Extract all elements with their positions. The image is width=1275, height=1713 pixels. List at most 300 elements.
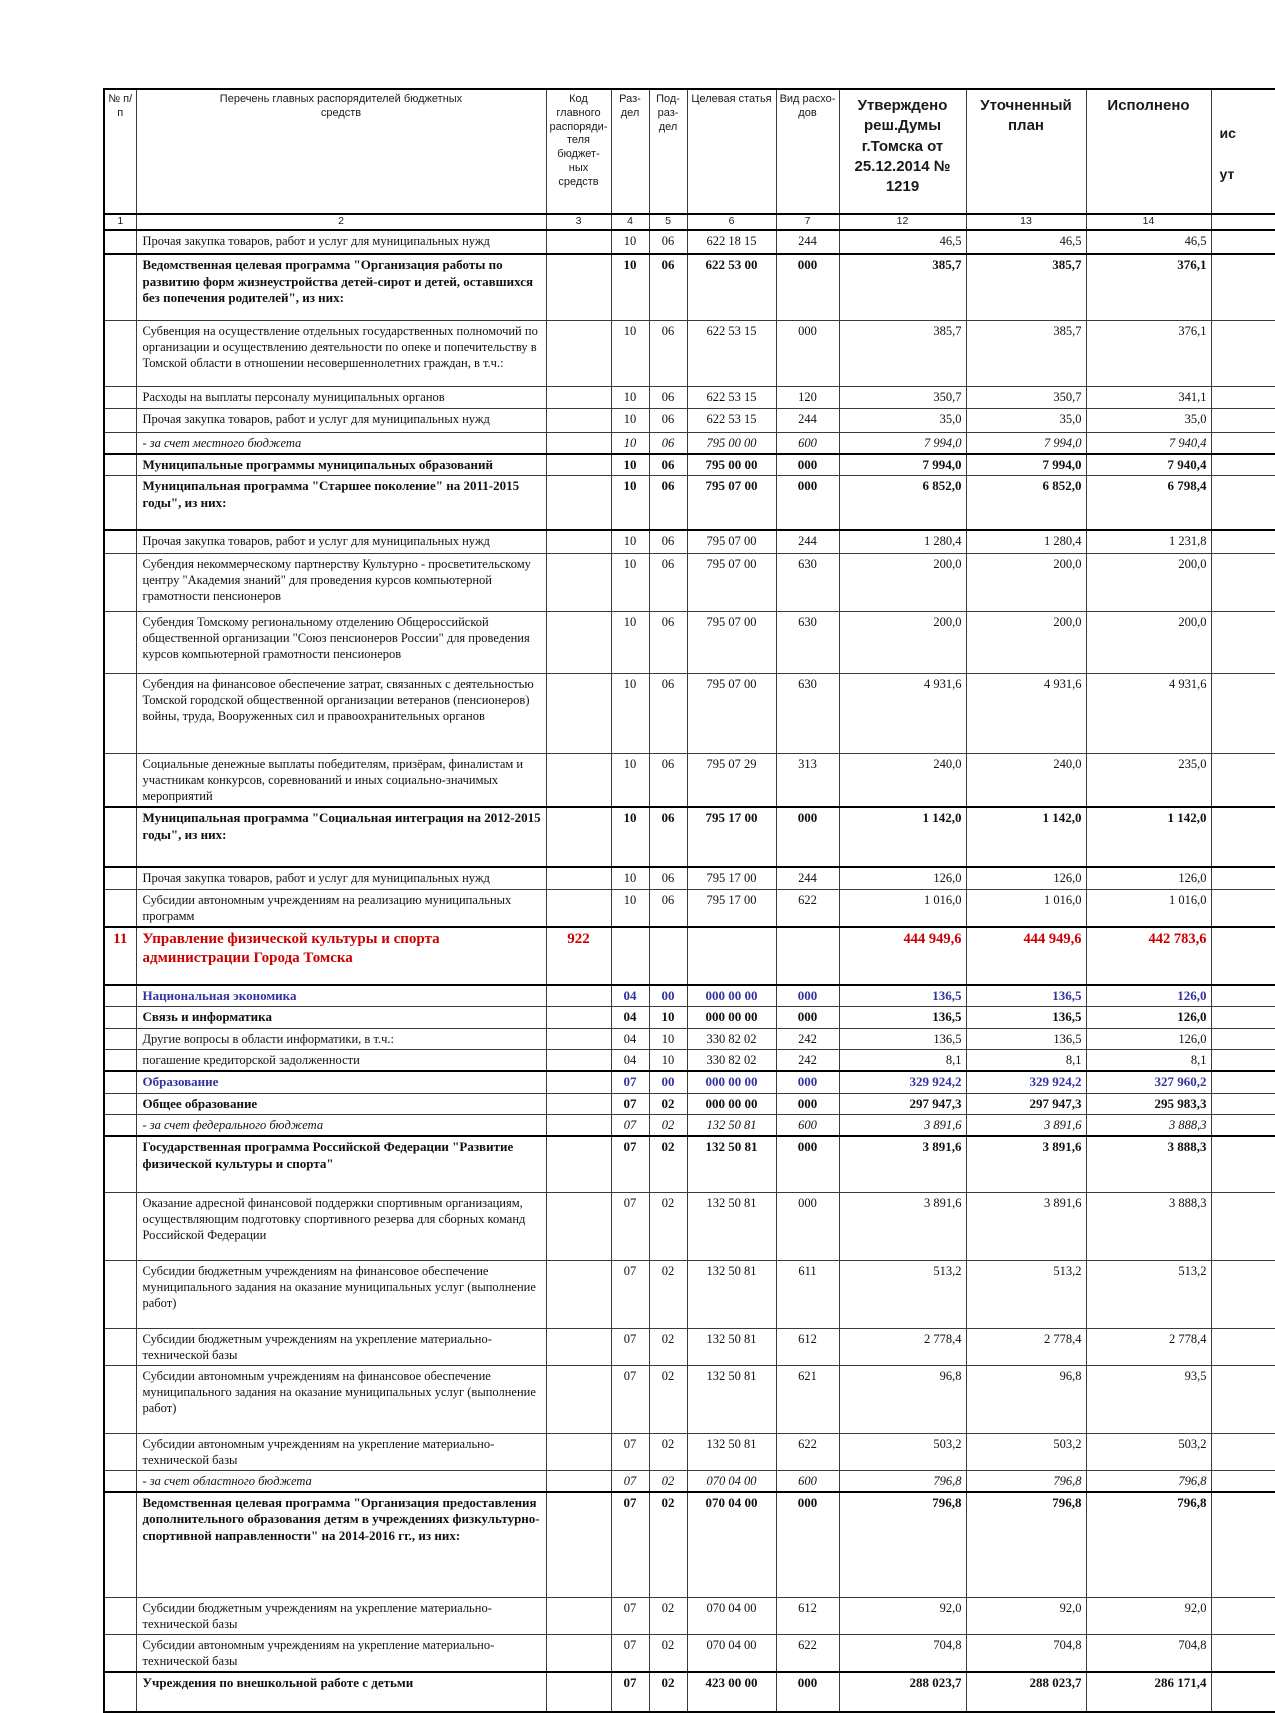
row-number xyxy=(104,254,136,320)
table-row xyxy=(104,1007,1275,1029)
cut-cell xyxy=(1211,454,1275,476)
cut-cell xyxy=(1211,530,1275,554)
updated-plan-value: 385,7 xyxy=(966,254,1086,320)
executed-value: 4 931,6 xyxy=(1086,674,1211,754)
target-article: 132 50 81 xyxy=(687,1260,776,1328)
row-name: Субсидии бюджетным учреждениям на укрепление материально-технической базы xyxy=(136,1328,546,1365)
cut-cell xyxy=(1211,386,1275,408)
table-row xyxy=(104,432,1275,454)
kod-grbs xyxy=(546,386,611,408)
approved-value: 288 023,7 xyxy=(839,1672,966,1712)
target-article: 070 04 00 xyxy=(687,1492,776,1598)
approved-value: 136,5 xyxy=(839,985,966,1007)
podrazdel: 02 xyxy=(649,1598,687,1635)
vid-rashodov: 000 xyxy=(776,1007,839,1029)
updated-plan-value: 796,8 xyxy=(966,1470,1086,1492)
razdel: 07 xyxy=(611,1328,649,1365)
razdel: 07 xyxy=(611,1071,649,1093)
row-name: Управление физической культуры и спорта администрации Города Томска xyxy=(136,927,546,985)
podrazdel: 06 xyxy=(649,476,687,530)
kod-grbs xyxy=(546,476,611,530)
approved-value: 96,8 xyxy=(839,1365,966,1433)
razdel: 04 xyxy=(611,985,649,1007)
executed-value: 8,1 xyxy=(1086,1049,1211,1071)
executed-value: 235,0 xyxy=(1086,754,1211,808)
table-row xyxy=(104,554,1275,612)
row-number xyxy=(104,230,136,254)
executed-value: 503,2 xyxy=(1086,1433,1211,1470)
razdel: 04 xyxy=(611,1049,649,1071)
target-article: 000 00 00 xyxy=(687,985,776,1007)
updated-plan-value: 1 280,4 xyxy=(966,530,1086,554)
vid-rashodov: 622 xyxy=(776,1635,839,1673)
target-article: 795 07 00 xyxy=(687,530,776,554)
table-row xyxy=(104,1071,1275,1093)
updated-plan-value: 2 778,4 xyxy=(966,1328,1086,1365)
kod-grbs xyxy=(546,1049,611,1071)
updated-plan-value: 297 947,3 xyxy=(966,1093,1086,1115)
vid-rashodov: 630 xyxy=(776,612,839,674)
razdel: 10 xyxy=(611,889,649,927)
razdel: 07 xyxy=(611,1192,649,1260)
updated-plan-value: 3 891,6 xyxy=(966,1192,1086,1260)
target-article: 423 00 00 xyxy=(687,1672,776,1712)
approved-value: 46,5 xyxy=(839,230,966,254)
cut-cell xyxy=(1211,1192,1275,1260)
vid-rashodov: 000 xyxy=(776,1192,839,1260)
approved-value: 136,5 xyxy=(839,1007,966,1029)
cut-cell xyxy=(1211,1260,1275,1328)
updated-plan-value: 6 852,0 xyxy=(966,476,1086,530)
executed-value: 2 778,4 xyxy=(1086,1328,1211,1365)
kod-grbs xyxy=(546,1093,611,1115)
razdel: 07 xyxy=(611,1260,649,1328)
row-name: - за счет областного бюджета xyxy=(136,1470,546,1492)
row-name: Прочая закупка товаров, работ и услуг для муниципальных нужд xyxy=(136,230,546,254)
approved-value: 3 891,6 xyxy=(839,1136,966,1192)
updated-plan-value: 444 949,6 xyxy=(966,927,1086,985)
kod-grbs xyxy=(546,408,611,432)
header-num: № п/п xyxy=(104,89,136,214)
column-number-6: 6 xyxy=(687,214,776,230)
header-name: Перечень главных распорядителей бюджетных средств xyxy=(136,89,546,214)
target-article: 132 50 81 xyxy=(687,1136,776,1192)
cut-cell xyxy=(1211,554,1275,612)
cut-cell xyxy=(1211,1328,1275,1365)
table-row xyxy=(104,408,1275,432)
vid-rashodov: 000 xyxy=(776,320,839,386)
column-number-7: 7 xyxy=(776,214,839,230)
row-number xyxy=(104,754,136,808)
approved-value: 200,0 xyxy=(839,554,966,612)
executed-value: 46,5 xyxy=(1086,230,1211,254)
cut-cell xyxy=(1211,985,1275,1007)
kod-grbs xyxy=(546,807,611,867)
target-article: 622 18 15 xyxy=(687,230,776,254)
table-row xyxy=(104,807,1275,867)
razdel: 10 xyxy=(611,454,649,476)
podrazdel: 06 xyxy=(649,807,687,867)
table-row xyxy=(104,1049,1275,1071)
executed-value: 442 783,6 xyxy=(1086,927,1211,985)
cut-cell xyxy=(1211,1492,1275,1598)
row-number xyxy=(104,1093,136,1115)
row-name: Ведомственная целевая программа "Организация предоставления дополнительного образования детям в учреждениях физкультурно-спортивной направленности" на 2014-2016 гг., из них: xyxy=(136,1492,546,1598)
executed-value: 35,0 xyxy=(1086,408,1211,432)
kod-grbs xyxy=(546,754,611,808)
table-row xyxy=(104,1328,1275,1365)
cut-cell xyxy=(1211,230,1275,254)
row-number xyxy=(104,1115,136,1137)
column-number-2: 2 xyxy=(136,214,546,230)
podrazdel: 00 xyxy=(649,1071,687,1093)
cut-cell xyxy=(1211,1007,1275,1029)
razdel: 07 xyxy=(611,1635,649,1673)
razdel: 07 xyxy=(611,1136,649,1192)
cut-cell xyxy=(1211,1071,1275,1093)
updated-plan-value: 136,5 xyxy=(966,1028,1086,1049)
header-updated: Уточненный план xyxy=(966,89,1086,214)
row-number xyxy=(104,1136,136,1192)
approved-value: 704,8 xyxy=(839,1635,966,1673)
executed-value: 126,0 xyxy=(1086,985,1211,1007)
cut-cell xyxy=(1211,754,1275,808)
cut-cell xyxy=(1211,320,1275,386)
vid-rashodov: 000 xyxy=(776,254,839,320)
updated-plan-value: 240,0 xyxy=(966,754,1086,808)
updated-plan-value: 200,0 xyxy=(966,612,1086,674)
approved-value: 4 931,6 xyxy=(839,674,966,754)
kod-grbs xyxy=(546,254,611,320)
razdel: 07 xyxy=(611,1470,649,1492)
podrazdel: 06 xyxy=(649,530,687,554)
executed-value: 1 016,0 xyxy=(1086,889,1211,927)
cut-cell xyxy=(1211,1115,1275,1137)
kod-grbs xyxy=(546,1365,611,1433)
row-name: Субсидии автономным учреждениям на укрепление материально-технической базы xyxy=(136,1433,546,1470)
table-row xyxy=(104,386,1275,408)
executed-value: 3 888,3 xyxy=(1086,1192,1211,1260)
column-numbers-row xyxy=(104,214,1275,230)
kod-grbs xyxy=(546,1192,611,1260)
approved-value: 8,1 xyxy=(839,1049,966,1071)
executed-value: 126,0 xyxy=(1086,867,1211,889)
row-name: Субсидии автономным учреждениям на финансовое обеспечение муниципального задания на оказание муниципальных услуг (выполнение работ) xyxy=(136,1365,546,1433)
updated-plan-value: 126,0 xyxy=(966,867,1086,889)
row-number xyxy=(104,1672,136,1712)
approved-value: 3 891,6 xyxy=(839,1115,966,1137)
table-body xyxy=(104,230,1275,1712)
approved-value: 35,0 xyxy=(839,408,966,432)
podrazdel: 06 xyxy=(649,867,687,889)
approved-value: 796,8 xyxy=(839,1470,966,1492)
row-number xyxy=(104,1492,136,1598)
header-cut-column xyxy=(1211,89,1275,214)
row-number xyxy=(104,1328,136,1365)
razdel xyxy=(611,927,649,985)
table-row xyxy=(104,1598,1275,1635)
row-name: Субсидии автономным учреждениям на укрепление материально-технической базы xyxy=(136,1635,546,1673)
table-row xyxy=(104,927,1275,985)
podrazdel: 02 xyxy=(649,1492,687,1598)
row-name: Связь и информатика xyxy=(136,1007,546,1029)
target-article: 070 04 00 xyxy=(687,1470,776,1492)
row-name: Муниципальные программы муниципальных образований xyxy=(136,454,546,476)
vid-rashodov: 242 xyxy=(776,1049,839,1071)
podrazdel: 02 xyxy=(649,1635,687,1673)
row-name: - за счет местного бюджета xyxy=(136,432,546,454)
table-row xyxy=(104,320,1275,386)
vid-rashodov xyxy=(776,927,839,985)
kod-grbs xyxy=(546,230,611,254)
updated-plan-value: 200,0 xyxy=(966,554,1086,612)
updated-plan-value: 4 931,6 xyxy=(966,674,1086,754)
cut-cell xyxy=(1211,476,1275,530)
kod-grbs xyxy=(546,454,611,476)
podrazdel: 06 xyxy=(649,230,687,254)
row-number xyxy=(104,408,136,432)
kod-grbs xyxy=(546,1635,611,1673)
row-number xyxy=(104,1071,136,1093)
kod-grbs xyxy=(546,554,611,612)
table-row xyxy=(104,867,1275,889)
target-article: 795 17 00 xyxy=(687,889,776,927)
column-number-3: 3 xyxy=(546,214,611,230)
podrazdel: 02 xyxy=(649,1672,687,1712)
podrazdel: 06 xyxy=(649,386,687,408)
razdel: 10 xyxy=(611,254,649,320)
executed-value: 7 940,4 xyxy=(1086,454,1211,476)
cut-cell xyxy=(1211,1028,1275,1049)
table-row xyxy=(104,674,1275,754)
row-number xyxy=(104,476,136,530)
razdel: 07 xyxy=(611,1433,649,1470)
updated-plan-value: 3 891,6 xyxy=(966,1115,1086,1137)
target-article: 622 53 00 xyxy=(687,254,776,320)
row-number xyxy=(104,1598,136,1635)
kod-grbs xyxy=(546,674,611,754)
column-number-1: 1 xyxy=(104,214,136,230)
executed-value: 1 231,8 xyxy=(1086,530,1211,554)
cut-cell xyxy=(1211,612,1275,674)
row-name: Субвенция на осуществление отдельных государственных полномочий по организации и осуществлению деятельности по опеке и попечительству в Томской области в отношении несовершеннолетних граждан, в т.ч.: xyxy=(136,320,546,386)
cut-cell xyxy=(1211,1470,1275,1492)
approved-value: 200,0 xyxy=(839,612,966,674)
row-name: Прочая закупка товаров, работ и услуг для муниципальных нужд xyxy=(136,530,546,554)
updated-plan-value: 46,5 xyxy=(966,230,1086,254)
column-number-4: 4 xyxy=(611,214,649,230)
cut-cell xyxy=(1211,927,1275,985)
approved-value: 350,7 xyxy=(839,386,966,408)
podrazdel: 06 xyxy=(649,612,687,674)
header-podrazdel: Под- раз- дел xyxy=(649,89,687,214)
executed-value: 286 171,4 xyxy=(1086,1672,1211,1712)
cut-cell xyxy=(1211,1049,1275,1071)
vid-rashodov: 000 xyxy=(776,1492,839,1598)
kod-grbs xyxy=(546,1260,611,1328)
approved-value: 297 947,3 xyxy=(839,1093,966,1115)
executed-value: 6 798,4 xyxy=(1086,476,1211,530)
podrazdel: 02 xyxy=(649,1470,687,1492)
updated-plan-value: 329 924,2 xyxy=(966,1071,1086,1093)
table-row xyxy=(104,985,1275,1007)
row-name: Образование xyxy=(136,1071,546,1093)
approved-value: 240,0 xyxy=(839,754,966,808)
kod-grbs xyxy=(546,889,611,927)
podrazdel: 06 xyxy=(649,254,687,320)
row-number xyxy=(104,1007,136,1029)
podrazdel: 02 xyxy=(649,1093,687,1115)
row-name: Расходы на выплаты персоналу муниципальных органов xyxy=(136,386,546,408)
column-number-9: 13 xyxy=(966,214,1086,230)
approved-value: 385,7 xyxy=(839,254,966,320)
table-row xyxy=(104,1115,1275,1137)
vid-rashodov: 600 xyxy=(776,1115,839,1137)
table-row xyxy=(104,476,1275,530)
target-article: 795 00 00 xyxy=(687,432,776,454)
razdel: 10 xyxy=(611,754,649,808)
razdel: 07 xyxy=(611,1672,649,1712)
updated-plan-value: 704,8 xyxy=(966,1635,1086,1673)
row-name: Прочая закупка товаров, работ и услуг для муниципальных нужд xyxy=(136,408,546,432)
table-row xyxy=(104,1492,1275,1598)
table-row xyxy=(104,1093,1275,1115)
vid-rashodov: 611 xyxy=(776,1260,839,1328)
row-number xyxy=(104,867,136,889)
kod-grbs xyxy=(546,1328,611,1365)
executed-value: 796,8 xyxy=(1086,1492,1211,1598)
row-name: Государственная программа Российской Федерации "Развитие физической культуры и спорта" xyxy=(136,1136,546,1192)
kod-grbs xyxy=(546,1071,611,1093)
column-number-5: 5 xyxy=(649,214,687,230)
table-row xyxy=(104,1192,1275,1260)
header-approved: Утверждено реш.Думы г.Томска от 25.12.2014 № 1219 xyxy=(839,89,966,214)
executed-value: 295 983,3 xyxy=(1086,1093,1211,1115)
kod-grbs xyxy=(546,530,611,554)
target-article: 000 00 00 xyxy=(687,1093,776,1115)
razdel: 10 xyxy=(611,386,649,408)
header-razdel: Раз- дел xyxy=(611,89,649,214)
target-article: 622 53 15 xyxy=(687,386,776,408)
vid-rashodov: 630 xyxy=(776,554,839,612)
target-article: 795 07 00 xyxy=(687,554,776,612)
approved-value: 6 852,0 xyxy=(839,476,966,530)
razdel: 10 xyxy=(611,554,649,612)
header-cut-fragment-2: ут xyxy=(1220,165,1275,184)
target-article: 795 17 00 xyxy=(687,807,776,867)
kod-grbs xyxy=(546,320,611,386)
vid-rashodov: 120 xyxy=(776,386,839,408)
executed-value: 126,0 xyxy=(1086,1007,1211,1029)
target-article xyxy=(687,927,776,985)
target-article: 132 50 81 xyxy=(687,1365,776,1433)
kod-grbs: 922 xyxy=(546,927,611,985)
target-article: 070 04 00 xyxy=(687,1598,776,1635)
updated-plan-value: 92,0 xyxy=(966,1598,1086,1635)
podrazdel: 02 xyxy=(649,1115,687,1137)
approved-value: 136,5 xyxy=(839,1028,966,1049)
row-number xyxy=(104,432,136,454)
approved-value: 503,2 xyxy=(839,1433,966,1470)
vid-rashodov: 000 xyxy=(776,985,839,1007)
podrazdel: 02 xyxy=(649,1192,687,1260)
vid-rashodov: 000 xyxy=(776,1136,839,1192)
cut-cell xyxy=(1211,408,1275,432)
razdel: 07 xyxy=(611,1093,649,1115)
column-number-11 xyxy=(1211,214,1275,230)
row-number xyxy=(104,530,136,554)
kod-grbs xyxy=(546,432,611,454)
row-number xyxy=(104,1049,136,1071)
approved-value: 329 924,2 xyxy=(839,1071,966,1093)
razdel: 07 xyxy=(611,1365,649,1433)
podrazdel: 00 xyxy=(649,985,687,1007)
approved-value: 3 891,6 xyxy=(839,1192,966,1260)
razdel: 04 xyxy=(611,1028,649,1049)
table-row xyxy=(104,1365,1275,1433)
row-number xyxy=(104,1470,136,1492)
row-name: погашение кредиторской задолженности xyxy=(136,1049,546,1071)
table-header-row xyxy=(104,89,1275,214)
executed-value: 327 960,2 xyxy=(1086,1071,1211,1093)
header-cut-fragment-1: ис xyxy=(1220,124,1275,143)
vid-rashodov: 612 xyxy=(776,1598,839,1635)
executed-value: 376,1 xyxy=(1086,320,1211,386)
vid-rashodov: 244 xyxy=(776,230,839,254)
vid-rashodov: 000 xyxy=(776,1093,839,1115)
vid-rashodov: 244 xyxy=(776,408,839,432)
target-article: 622 53 15 xyxy=(687,320,776,386)
updated-plan-value: 3 891,6 xyxy=(966,1136,1086,1192)
cut-cell xyxy=(1211,889,1275,927)
vid-rashodov: 622 xyxy=(776,889,839,927)
updated-plan-value: 503,2 xyxy=(966,1433,1086,1470)
podrazdel: 02 xyxy=(649,1433,687,1470)
approved-value: 513,2 xyxy=(839,1260,966,1328)
updated-plan-value: 136,5 xyxy=(966,1007,1086,1029)
podrazdel: 06 xyxy=(649,889,687,927)
row-number xyxy=(104,454,136,476)
podrazdel: 02 xyxy=(649,1365,687,1433)
podrazdel xyxy=(649,927,687,985)
vid-rashodov: 000 xyxy=(776,1672,839,1712)
cut-cell xyxy=(1211,1136,1275,1192)
row-name: - за счет федерального бюджета xyxy=(136,1115,546,1137)
podrazdel: 06 xyxy=(649,674,687,754)
kod-grbs xyxy=(546,1007,611,1029)
table-row xyxy=(104,230,1275,254)
row-name: Другие вопросы в области информатики, в т.ч.: xyxy=(136,1028,546,1049)
razdel: 10 xyxy=(611,807,649,867)
kod-grbs xyxy=(546,985,611,1007)
podrazdel: 02 xyxy=(649,1328,687,1365)
kod-grbs xyxy=(546,867,611,889)
executed-value: 376,1 xyxy=(1086,254,1211,320)
podrazdel: 10 xyxy=(649,1049,687,1071)
updated-plan-value: 35,0 xyxy=(966,408,1086,432)
header-executed: Исполнено xyxy=(1086,89,1211,214)
podrazdel: 02 xyxy=(649,1136,687,1192)
target-article: 132 50 81 xyxy=(687,1328,776,1365)
row-number xyxy=(104,1028,136,1049)
razdel: 07 xyxy=(611,1598,649,1635)
approved-value: 92,0 xyxy=(839,1598,966,1635)
target-article: 795 07 00 xyxy=(687,674,776,754)
header-vid: Вид расхо- дов xyxy=(776,89,839,214)
updated-plan-value: 96,8 xyxy=(966,1365,1086,1433)
approved-value: 444 949,6 xyxy=(839,927,966,985)
vid-rashodov: 244 xyxy=(776,867,839,889)
